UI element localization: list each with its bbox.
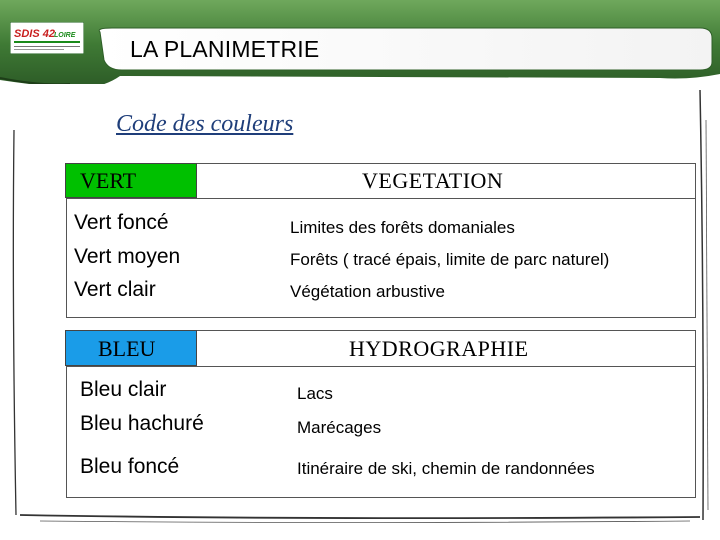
bleu-row-name-1: Bleu clair (80, 378, 167, 401)
vert-row-name-3: Vert clair (74, 278, 156, 301)
vert-row-name-1: Vert foncé (74, 211, 169, 234)
bleu-heading: HYDROGRAPHIE (349, 336, 529, 361)
vert-heading: VEGETATION (362, 168, 504, 193)
page-title: LA PLANIMETRIE (130, 36, 320, 62)
subtitle: Code des couleurs (116, 111, 294, 137)
bleu-color-label (65, 330, 197, 366)
bleu-row-name-3: Bleu foncé (80, 455, 180, 478)
svg-text:SDIS 42: SDIS 42 (14, 28, 55, 40)
vert-row-desc-1: Limites des forêts domaniales (290, 218, 515, 237)
vert-row-desc-3: Végétation arbustive (290, 282, 445, 301)
svg-text:LOIRE: LOIRE (54, 32, 76, 39)
header-bar (0, 0, 720, 84)
vert-row-name-2: Vert moyen (74, 245, 181, 268)
bleu-row-desc-2: Marécages (297, 418, 382, 437)
vert-label-text: VERT (80, 168, 137, 193)
vert-row-desc-2: Forêts ( tracé épais, limite de parc naturel) (290, 250, 610, 269)
bleu-row-name-2: Bleu hachuré (80, 412, 204, 435)
bleu-label-text: BLEU (98, 336, 156, 361)
sdis-logo (10, 22, 84, 54)
bleu-row-desc-1: Lacs (297, 384, 333, 403)
bleu-row-desc-3: Itinéraire de ski, chemin de randonnées (297, 459, 595, 478)
vert-color-label (65, 163, 197, 198)
